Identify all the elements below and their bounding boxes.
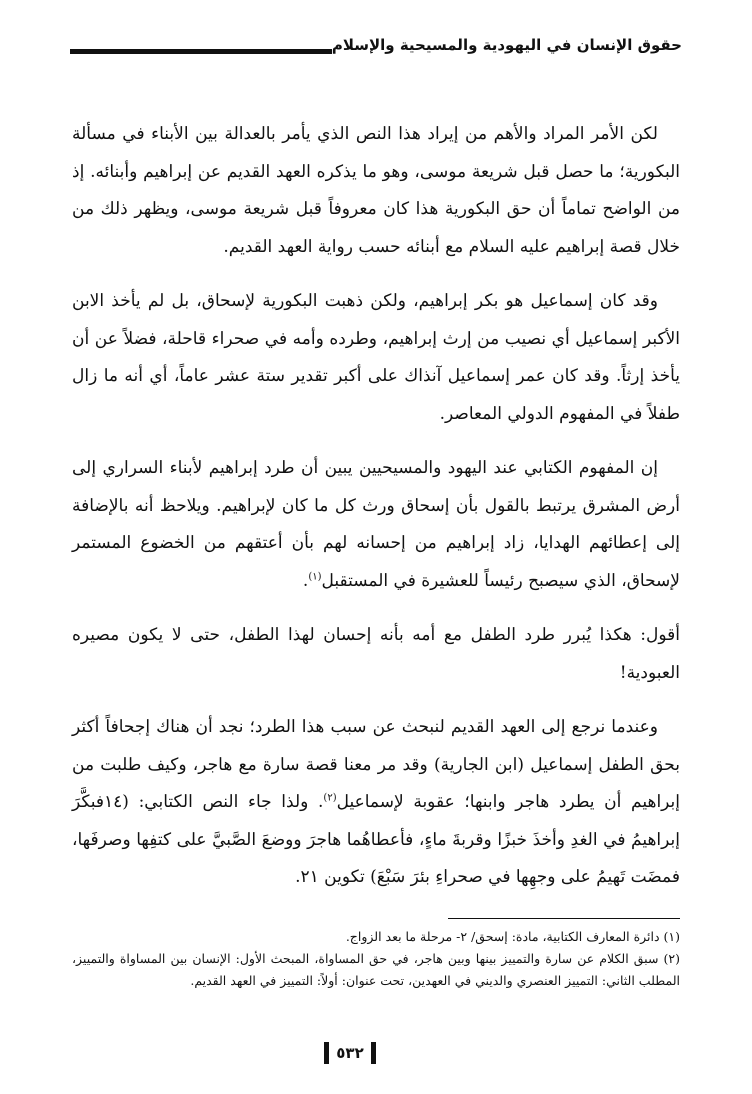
paragraph-2: وقد كان إسماعيل هو بكر إبراهيم، ولكن ذهبت البكورية لإسحاق، بل لم يأخذ الابن الأكبر إسماعيل أي نصيب من إرث إبراهيم، وطرده وأمه في صحراء قاحلة، فضلاً عن أن يأخذ إرثاً. وقد كان عمر إسماعيل آنذاك على أكبر تقدير ستة عشر عاماً، أي أنه ما زال طفلاً في المفهوم الدولي المعاصر.: [72, 291, 680, 424]
paragraph-5-text: وعندما نرجع إلى العهد القديم لنبحث عن سبب هذا الطرد؛ نجد أن هناك إجحافاً أكثر بحق الطفل إسماعيل (ابن الجارية) وقد مر معنا قصة سارة مع هاجر، وكيف طلبت من إبراهيم أن يطرد هاجر وابنها؛ عقوبة لإسماعيل: [72, 717, 681, 812]
footnote-1: (١) دائرة المعارف الكتابية، مادة: إسحق/ ٢- مرحلة ما بعد الزواج.: [345, 929, 680, 944]
paragraph-1: لكن الأمر المراد والأهم من إيراد هذا النص الذي يأمر بالعدالة بين الأبناء في مسألة البكورية؛ ما حصل قبل شريعة موسى، وهو ما يذكره العهد القديم عن إبراهيم وأبنائه. إذ من الواضح تماماً أن حق البكورية هذا كان معروفاً قبل شريعة موسى، ويظهر ذلك من خلال قصة إبراهيم عليه السلام مع أبنائه حسب رواية العهد القديم.: [72, 124, 680, 257]
footnote-ref-2[interactable]: (٢): [323, 792, 337, 804]
header-rule: [70, 49, 332, 54]
paragraph-3: إن المفهوم الكتابي عند اليهود والمسيحيين يبين أن طرد إبراهيم لأبناء السراري إلى أرض المشرق يرتبط بالقول بأن إسحاق ورث كل ما كان لإبراهيم. ويلاحظ أنه بالإضافة إلى إعطائهم الهدايا، زاد إبراهيم من إحسانه لهم بأن أعتقهم من الخضوع المستمر لإسحاق، الذي سيصبح رئيساً للعشيرة في المستقبل$^{(١)}$.: [72, 458, 680, 591]
running-header: [70, 36, 682, 66]
header-title: حقوق الإنسان في اليهودية والمسيحية والإسلام: [331, 36, 682, 54]
footnote-2: (٢) سبق الكلام عن سارة والتمييز بينها وبين هاجر، في حق المساواة، المبحث الأول: الإنسان بين المساواة والتمييز، المطلب الثاني: التمييز العنصري والديني في العهدين، تحت عنوان: أولاً: التمييز في العهد القديم.: [72, 951, 680, 988]
paragraph-5-quote: ولذا جاء النص الكتابي: (١٤فبكَّرَ إبراهيمُ في الغدِ وأخذَ خبزًا وقربةَ ماءٍ، فأعطاهُما هاجرَ ووضعَ الصَّبيَّ على كتفِها وصرفَها، فمضَت تَهيمُ على وجهِها في صحراءِ بئرَ سَبْعَ) تكوين ٢١.: [72, 792, 680, 887]
page-number: ٥٣٢: [336, 1044, 364, 1062]
body-text: [72, 116, 680, 897]
paragraph-4: أقول: هكذا يُبرر طرد الطفل مع أمه بأنه إحسان لهذا الطفل، حتى لا يكون مصيره العبودية!: [72, 625, 680, 683]
footnotes: [72, 926, 680, 992]
footnote-ref-1[interactable]: (١): [308, 570, 322, 582]
paragraph-3-text: إن المفهوم الكتابي عند اليهود والمسيحيين يبين أن طرد إبراهيم لأبناء السراري إلى أرض المشرق يرتبط بالقول بأن إسحاق ورث كل ما كان لإبراهيم. ويلاحظ أنه بالإضافة إلى إعطائهم الهدايا، زاد إبراهيم من إحسانه لهم بأن أعتقهم من الخضوع المستمر لإسحاق، الذي سيصبح رئيساً للعشيرة في المستقبل: [72, 458, 680, 591]
paragraph-5: وعندما نرجع إلى العهد القديم لنبحث عن سبب هذا الطرد؛ نجد أن هناك إجحافاً أكثر بحق الطفل إسماعيل (ابن الجارية) وقد مر معنا قصة سارة مع هاجر، وكيف طلبت من إبراهيم أن يطرد هاجر وابنها؛ عقوبة لإسماعيل$^{(٢)}$. ولذا جاء النص الكتابي: (١٤فبكَّرَ إبراهيمُ في الغدِ وأخذَ خبزًا وقربةَ ماءٍ، فأعطاهُما هاجرَ ووضعَ الصَّبيَّ على كتفِها وصرفَها، فمضَت تَهيمُ على وجهِها في صحراءِ بئرَ سَبْعَ) تكوين ٢١.: [72, 717, 681, 887]
footnote-separator: [448, 918, 680, 919]
page-number-box: [324, 1042, 376, 1064]
page-number-bar-right: [371, 1042, 376, 1064]
